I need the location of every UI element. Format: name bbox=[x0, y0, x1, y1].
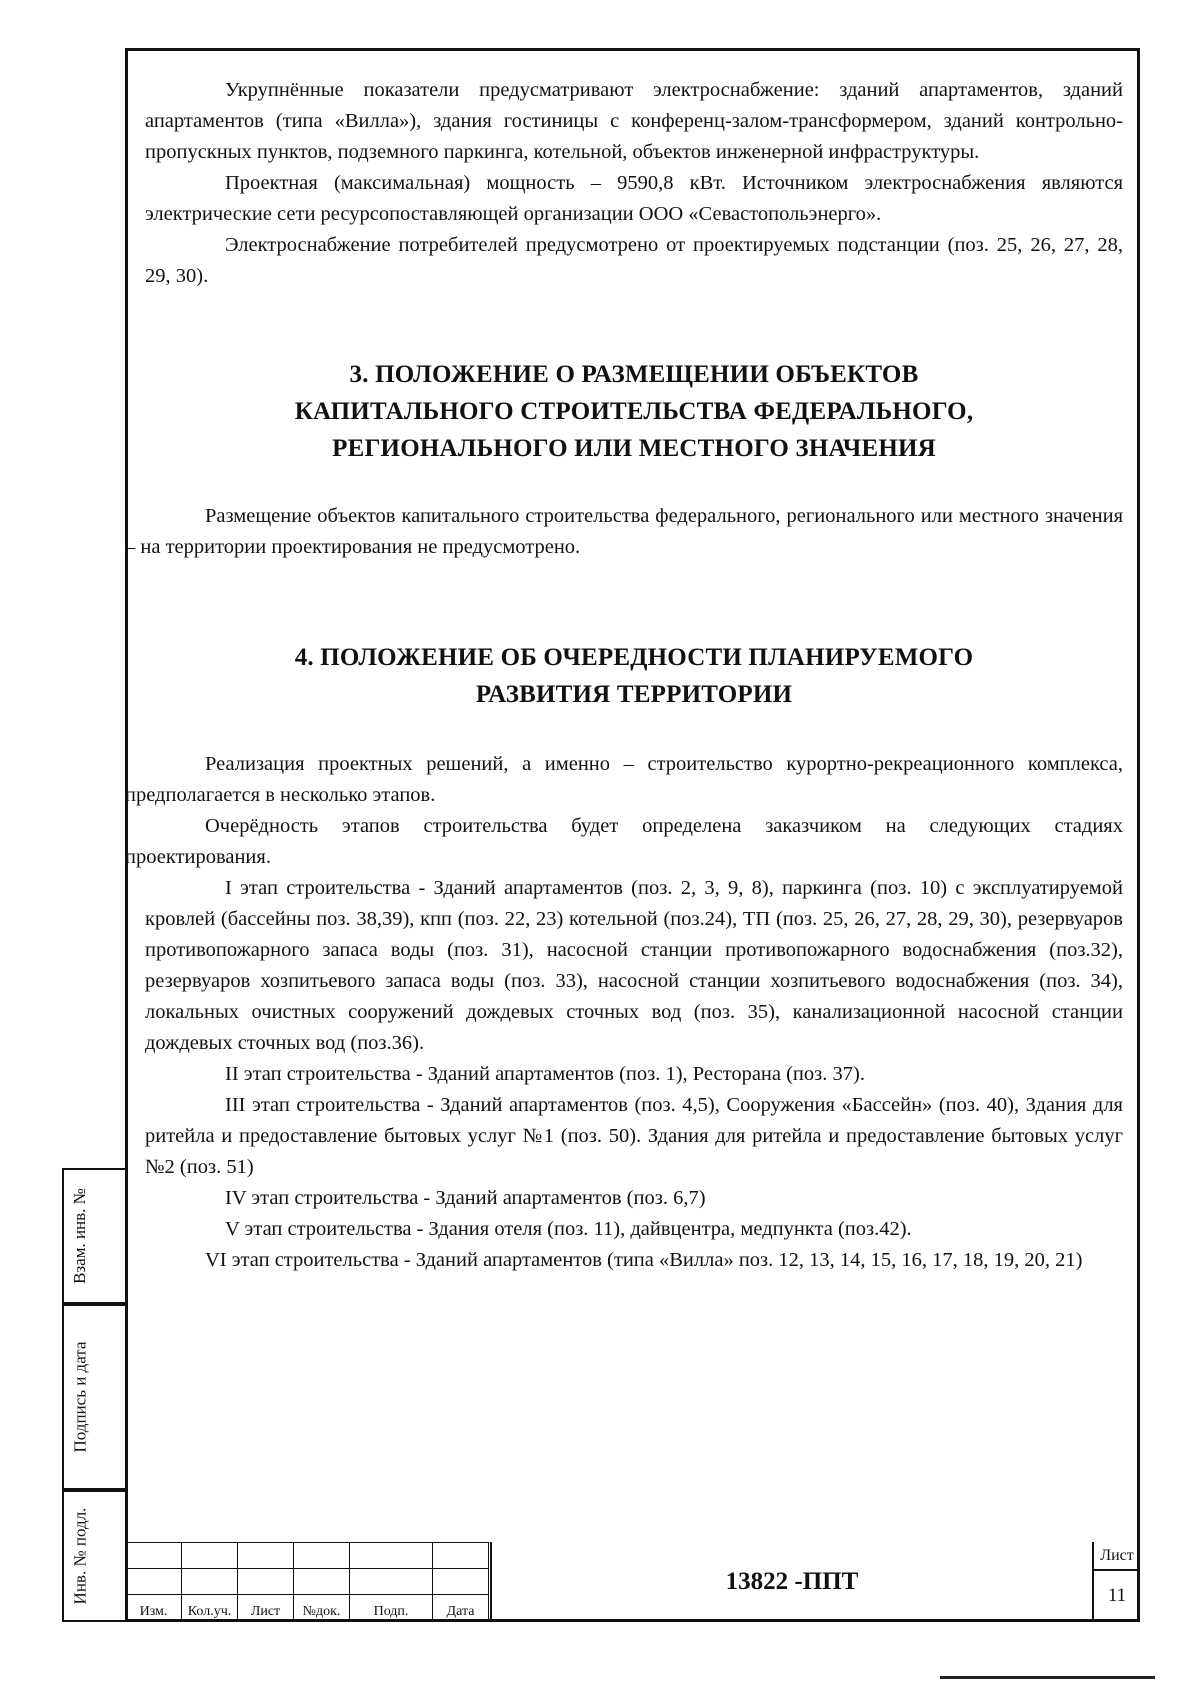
revision-table bbox=[125, 1542, 489, 1621]
section-3-heading bbox=[145, 356, 1123, 467]
section-4-intro: Очерёдность этапов строительства будет определена заказчиком на следующих стадиях проектирования. bbox=[125, 815, 1123, 868]
stage-4: IV этап строительства - Зданий апартаментов (поз. 6,7) bbox=[225, 1187, 706, 1209]
col-list: Лист bbox=[238, 1595, 294, 1621]
col-podp: Подп. bbox=[350, 1595, 433, 1621]
heading-line: РЕГИОНАЛЬНОГО ИЛИ МЕСТНОГО ЗНАЧЕНИЯ bbox=[332, 435, 936, 462]
section-3-text: Размещение объектов капитального строительства федерального, регионального или местного значения – на территории проектирования не предусмотрено. bbox=[125, 505, 1123, 558]
col-kol-uch: Кол.уч. bbox=[182, 1595, 238, 1621]
stamp-cell bbox=[94, 1168, 125, 1304]
sheet-number: 11 bbox=[1107, 1585, 1127, 1606]
document-body bbox=[125, 75, 1123, 1276]
stage-2: II этап строительства - Зданий апартаментов (поз. 1), Ресторана (поз. 37). bbox=[225, 1063, 865, 1085]
document-code: 13822 -ППТ bbox=[490, 1542, 1092, 1622]
stamp-label: Подпись и дата bbox=[70, 1341, 89, 1453]
sheet-label: Лист bbox=[1094, 1542, 1140, 1571]
stage-6: VI этап строительства - Зданий апартаментов (типа «Вилла» поз. 12, 13, 14, 15, 16, 17, 18, 19, 20, 21) bbox=[205, 1249, 1083, 1271]
stage-1: I этап строительства - Зданий апартаментов (поз. 2, 3, 9, 8), паркинга (поз. 10) с эксплуатируемой кровлей (бассейны поз. 38,39), кпп (поз. 22, 23) котельной (поз.24), ТП (поз. 25, 26, 27, 28, 29, 30), резервуаров противопожарного запаса воды (поз. 31), насосной станции противопожарного водоснабжения (поз.32), резервуаров хозпитьевого запаса воды (поз. 33), насосной станции хозпитьевого водоснабжения (поз. 34), локальных очистных сооружений дождевых сточных вод (поз. 35), канализационной насосной станции дождевых сточных вод (поз.36). bbox=[145, 877, 1123, 1054]
stamp-label: Инв. № подл. bbox=[70, 1507, 89, 1605]
section-4-heading bbox=[145, 639, 1123, 713]
stage-3: III этап строительства - Зданий апартаментов (поз. 4,5), Сооружения «Бассейн» (поз. 40), Здания для ритейла и предоставление бытовых услуг №1 (поз. 50). Здания для ритейла и предоставление бытовых услуг №2 (поз. 51) bbox=[145, 1094, 1123, 1178]
stage-5: V этап строительства - Здания отеля (поз. 11), дайвцентра, медпункта (поз.42). bbox=[225, 1218, 912, 1240]
paragraph: Проектная (максимальная) мощность – 9590,8 кВт. Источником электроснабжения являются электрические сети ресурсопоставляющей организации ООО «Севастопольэнерго». bbox=[145, 172, 1123, 225]
heading-line: РАЗВИТИЯ ТЕРРИТОРИИ bbox=[475, 681, 793, 708]
stamp-cell bbox=[94, 1304, 125, 1490]
stamp-vzam bbox=[62, 1168, 94, 1304]
col-izm: Изм. bbox=[126, 1595, 182, 1621]
col-data: Дата bbox=[433, 1595, 489, 1621]
heading-line: 4. ПОЛОЖЕНИЕ ОБ ОЧЕРЕДНОСТИ ПЛАНИРУЕМОГО bbox=[294, 644, 974, 671]
stamp-inv bbox=[62, 1490, 94, 1622]
title-block bbox=[125, 1542, 1140, 1622]
paragraph: Укрупнённые показатели предусматривают электроснабжение: зданий апартаментов, зданий апартаментов (типа «Вилла»), здания гостиницы с конференц-залом-трансформером, зданий контрольно-пропускных пунктов, подземного паркинга, котельной, объектов инженерной инфраструктуры. bbox=[145, 79, 1123, 163]
col-ndok: №док. bbox=[294, 1595, 350, 1621]
paragraph: Электроснабжение потребителей предусмотрено от проектируемых подстанции (поз. 25, 26, 27, 28, 29, 30). bbox=[145, 234, 1123, 287]
heading-line: КАПИТАЛЬНОГО СТРОИТЕЛЬСТВА ФЕДЕРАЛЬНОГО, bbox=[294, 398, 974, 425]
stamp-cell bbox=[94, 1490, 125, 1622]
sheet-cell bbox=[1092, 1542, 1140, 1622]
stamp-label: Взам. инв. № bbox=[70, 1188, 89, 1284]
stamp-podpis bbox=[62, 1304, 94, 1490]
heading-line: 3. ПОЛОЖЕНИЕ О РАЗМЕЩЕНИИ ОБЪЕКТОВ bbox=[349, 361, 919, 388]
section-4-intro: Реализация проектных решений, а именно – строительство курортно-рекреационного комплекса, предполагается в несколько этапов. bbox=[125, 753, 1123, 806]
scan-artifact bbox=[940, 1676, 1155, 1679]
